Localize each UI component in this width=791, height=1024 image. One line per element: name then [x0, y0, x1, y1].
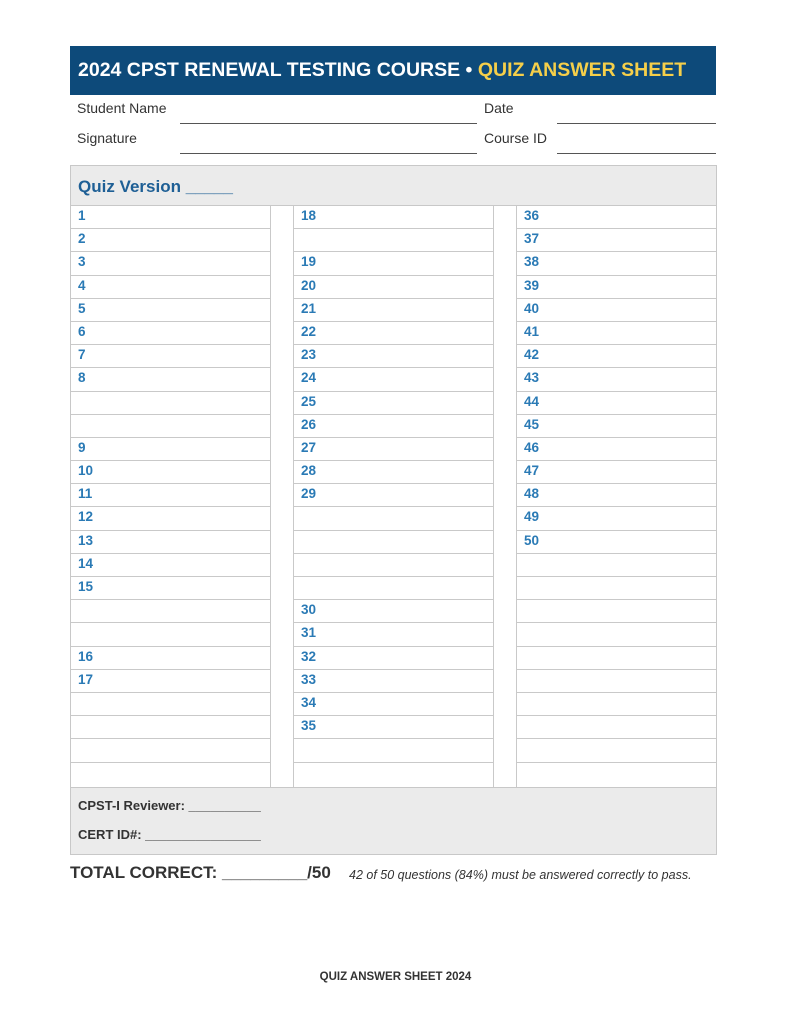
- answer-row[interactable]: [294, 229, 493, 252]
- title-accent: QUIZ ANSWER SHEET: [477, 59, 687, 81]
- answer-row[interactable]: [517, 600, 716, 623]
- answer-row[interactable]: 22: [294, 322, 493, 345]
- answer-row[interactable]: 26: [294, 415, 493, 438]
- answer-row[interactable]: 42: [517, 345, 716, 368]
- total-correct-label: TOTAL CORRECT: _________/50: [70, 863, 331, 882]
- answer-row[interactable]: 47: [517, 461, 716, 484]
- title-separator: •: [460, 59, 478, 81]
- title-main: 2024 CPST RENEWAL TESTING COURSE: [78, 59, 461, 81]
- answer-row[interactable]: 20: [294, 276, 493, 299]
- answer-row[interactable]: 48: [517, 484, 716, 507]
- answer-row[interactable]: [517, 693, 716, 716]
- answer-row[interactable]: 41: [517, 322, 716, 345]
- date-label: Date: [484, 100, 514, 116]
- answer-row[interactable]: 6: [71, 322, 270, 345]
- answer-row[interactable]: 30: [294, 600, 493, 623]
- answer-row[interactable]: 3: [71, 252, 270, 275]
- answer-row[interactable]: 18: [294, 206, 493, 229]
- answer-row[interactable]: 11: [71, 484, 270, 507]
- answer-row[interactable]: 37: [517, 229, 716, 252]
- quiz-version-label: Quiz Version _____: [78, 177, 233, 196]
- signature-line[interactable]: [180, 153, 477, 154]
- cert-id-label: CERT ID#: ________________: [78, 827, 261, 842]
- answer-row[interactable]: 45: [517, 415, 716, 438]
- answer-row[interactable]: [294, 554, 493, 577]
- title-banner: [70, 46, 716, 95]
- answer-row[interactable]: [517, 623, 716, 646]
- answer-row[interactable]: [517, 554, 716, 577]
- answer-row[interactable]: 36: [517, 206, 716, 229]
- answer-row[interactable]: 5: [71, 299, 270, 322]
- student-name-label: Student Name: [77, 100, 167, 116]
- answer-row[interactable]: [294, 507, 493, 530]
- quiz-version-header: [71, 166, 716, 206]
- answer-row[interactable]: [71, 623, 270, 646]
- answer-row[interactable]: 23: [294, 345, 493, 368]
- answer-row[interactable]: 34: [294, 693, 493, 716]
- answer-row[interactable]: [517, 739, 716, 762]
- answer-row[interactable]: [71, 763, 270, 786]
- answer-row[interactable]: 13: [71, 531, 270, 554]
- answer-row[interactable]: 7: [71, 345, 270, 368]
- answer-row[interactable]: 35: [294, 716, 493, 739]
- answer-row[interactable]: [517, 647, 716, 670]
- reviewer-label: CPST-I Reviewer: __________: [78, 798, 261, 813]
- answer-row[interactable]: 15: [71, 577, 270, 600]
- answer-row[interactable]: [517, 716, 716, 739]
- answer-row[interactable]: 32: [294, 647, 493, 670]
- answer-row[interactable]: [517, 763, 716, 786]
- course-id-line[interactable]: [557, 153, 716, 154]
- answer-row[interactable]: 28: [294, 461, 493, 484]
- pass-requirement-note: 42 of 50 questions (84%) must be answered correctly to pass.: [349, 868, 692, 882]
- answer-row[interactable]: 50: [517, 531, 716, 554]
- signature-label: Signature: [77, 130, 137, 146]
- answer-row[interactable]: 4: [71, 276, 270, 299]
- answer-panel: [70, 165, 717, 855]
- answer-column-2: [293, 206, 494, 787]
- page-footer: QUIZ ANSWER SHEET 2024: [319, 971, 472, 983]
- answer-row[interactable]: 2: [71, 229, 270, 252]
- answer-row[interactable]: 43: [517, 368, 716, 391]
- answer-row[interactable]: 29: [294, 484, 493, 507]
- answer-row[interactable]: 21: [294, 299, 493, 322]
- student-name-line[interactable]: [180, 123, 477, 124]
- answer-row[interactable]: 49: [517, 507, 716, 530]
- answer-row[interactable]: [71, 739, 270, 762]
- answer-row[interactable]: 25: [294, 392, 493, 415]
- answer-row[interactable]: [71, 716, 270, 739]
- answer-row[interactable]: 24: [294, 368, 493, 391]
- answer-row[interactable]: 9: [71, 438, 270, 461]
- answer-row[interactable]: 40: [517, 299, 716, 322]
- course-id-label: Course ID: [484, 130, 548, 146]
- answer-row[interactable]: [71, 600, 270, 623]
- answer-row[interactable]: 33: [294, 670, 493, 693]
- answer-row[interactable]: [294, 739, 493, 762]
- answer-row[interactable]: [71, 693, 270, 716]
- answer-column-1: [71, 206, 271, 787]
- answer-row[interactable]: 38: [517, 252, 716, 275]
- answer-row[interactable]: [517, 670, 716, 693]
- answer-column-3: [516, 206, 716, 787]
- answer-row[interactable]: 8: [71, 368, 270, 391]
- answer-row[interactable]: 39: [517, 276, 716, 299]
- answer-row[interactable]: [517, 577, 716, 600]
- answer-row[interactable]: 10: [71, 461, 270, 484]
- answer-row[interactable]: [294, 763, 493, 786]
- answer-row[interactable]: 19: [294, 252, 493, 275]
- answer-row[interactable]: 27: [294, 438, 493, 461]
- answer-row[interactable]: 12: [71, 507, 270, 530]
- answer-row[interactable]: 31: [294, 623, 493, 646]
- answer-row[interactable]: [71, 415, 270, 438]
- answer-row[interactable]: 46: [517, 438, 716, 461]
- reviewer-section: [71, 787, 716, 854]
- date-line[interactable]: [557, 123, 716, 124]
- answer-row[interactable]: 17: [71, 670, 270, 693]
- answer-row[interactable]: 1: [71, 206, 270, 229]
- answer-row[interactable]: [294, 577, 493, 600]
- answer-row[interactable]: 16: [71, 647, 270, 670]
- answer-row[interactable]: [71, 392, 270, 415]
- answer-row[interactable]: 44: [517, 392, 716, 415]
- answer-row[interactable]: [294, 531, 493, 554]
- answer-row[interactable]: 14: [71, 554, 270, 577]
